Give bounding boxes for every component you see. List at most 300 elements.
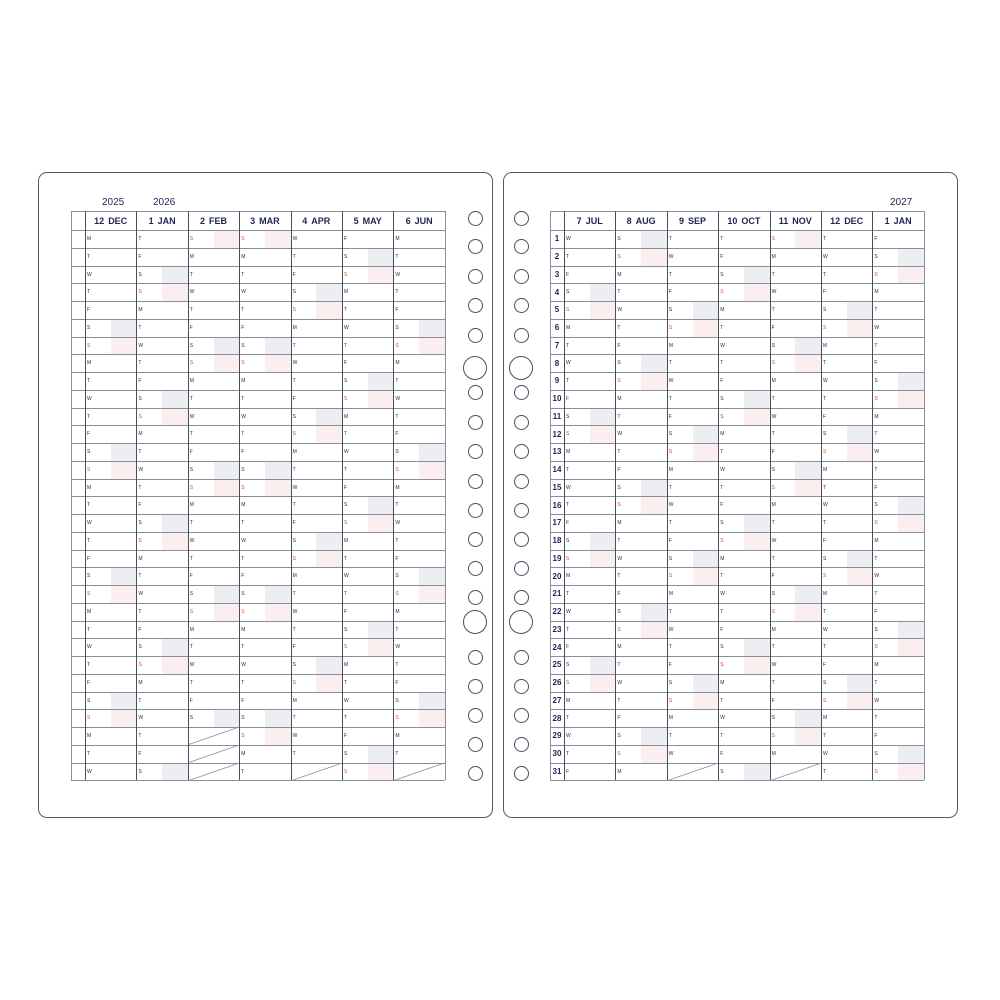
weekday-letter: T <box>138 697 142 704</box>
weekday-letter: S <box>617 236 621 242</box>
day-cell <box>898 266 924 284</box>
grid-row-line <box>550 319 924 320</box>
day-cell <box>368 496 394 514</box>
day-cell <box>188 638 239 656</box>
weekday-letter: S <box>720 644 724 651</box>
weekday-letter: T <box>189 520 193 526</box>
day-cell <box>744 390 770 408</box>
day-cell <box>188 656 239 674</box>
day-cell <box>744 514 770 532</box>
day-cell <box>342 337 393 355</box>
day-number: 8 <box>554 358 560 368</box>
day-cell <box>291 461 342 479</box>
weekday-letter: W <box>874 449 880 455</box>
weekday-letter: F <box>668 537 672 544</box>
weekday-letter: S <box>771 236 775 242</box>
weekday-letter: W <box>823 502 828 509</box>
weekday-letter: M <box>617 271 622 278</box>
day-cell <box>718 372 769 390</box>
day-cell <box>342 567 393 585</box>
day-cell <box>898 496 924 514</box>
day-cell <box>564 354 615 372</box>
day-cell <box>615 674 666 692</box>
day-cell <box>770 621 821 639</box>
binder-hole <box>514 298 529 313</box>
weekday-letter: S <box>720 537 724 544</box>
weekday-letter: T <box>617 697 621 704</box>
day-cell <box>718 745 769 763</box>
grid-row-line <box>550 656 924 657</box>
day-cell <box>291 585 342 603</box>
day-cell <box>291 496 342 514</box>
weekday-letter: T <box>668 608 672 615</box>
weekday-letter: S <box>874 378 878 384</box>
weekday-letter: F <box>617 342 621 349</box>
day-cell <box>564 479 615 497</box>
weekday-letter: F <box>668 289 672 296</box>
day-cell <box>615 692 666 710</box>
weekday-letter: T <box>566 715 570 722</box>
day-cell <box>136 248 187 266</box>
weekday-letter: T <box>395 626 399 633</box>
weekday-letter: W <box>138 342 144 349</box>
day-cell <box>239 301 290 319</box>
day-cell <box>393 638 444 656</box>
day-cell <box>162 390 188 408</box>
day-cell <box>265 461 291 479</box>
month-number: 8 <box>626 215 632 226</box>
weekday-letter: S <box>87 715 91 722</box>
weekday-letter: S <box>241 591 245 597</box>
weekday-letter: S <box>241 360 245 367</box>
weekday-letter: M <box>720 307 725 313</box>
weekday-letter: W <box>138 715 144 722</box>
day-cell <box>821 709 872 727</box>
grid-column-line <box>291 211 292 780</box>
weekday-letter: F <box>189 449 193 455</box>
weekday-letter: S <box>823 679 827 686</box>
day-cell <box>795 337 821 355</box>
weekday-letter: M <box>344 662 349 668</box>
weekday-letter: T <box>138 484 142 491</box>
weekday-letter: W <box>720 342 725 349</box>
day-cell <box>564 727 615 745</box>
weekday-letter: W <box>771 662 777 668</box>
weekday-letter: W <box>395 520 401 526</box>
weekday-letter: S <box>771 484 775 491</box>
weekday-letter: S <box>823 697 827 704</box>
day-cell <box>188 425 239 443</box>
weekday-letter: S <box>138 537 142 544</box>
day-cell <box>291 621 342 639</box>
day-cell <box>368 621 394 639</box>
weekday-letter: T <box>771 307 775 313</box>
weekday-letter: T <box>617 573 621 580</box>
weekday-letter: S <box>189 715 194 722</box>
day-cell <box>136 585 187 603</box>
day-cell <box>667 337 718 355</box>
month-header <box>770 211 821 230</box>
weekday-letter: T <box>823 360 827 367</box>
day-cell <box>188 390 239 408</box>
weekday-letter: S <box>874 253 878 260</box>
day-cell <box>821 496 872 514</box>
binder-hole <box>514 561 529 576</box>
day-cell <box>667 585 718 603</box>
day-cell <box>342 674 393 692</box>
weekday-letter: W <box>241 289 246 296</box>
day-cell <box>291 567 342 585</box>
day-cell <box>265 603 291 621</box>
weekday-letter: M <box>189 502 194 509</box>
weekday-letter: T <box>292 502 296 509</box>
grid-row-line <box>550 550 924 551</box>
weekday-letter: S <box>617 608 621 615</box>
day-cell <box>214 354 240 372</box>
weekday-letter: T <box>292 715 296 722</box>
day-cell <box>615 514 666 532</box>
binder-hole <box>468 474 483 489</box>
day-cell <box>291 745 342 763</box>
month-number: 1 <box>148 215 154 226</box>
grid-row-line <box>71 709 445 710</box>
weekday-letter: T <box>395 378 399 384</box>
day-number: 13 <box>552 447 562 457</box>
weekday-letter: S <box>344 644 348 651</box>
binder-hole <box>514 385 529 400</box>
binder-hole <box>468 385 483 400</box>
weekday-letter: S <box>138 768 142 775</box>
day-cell <box>770 496 821 514</box>
day-cell <box>214 585 240 603</box>
weekday-letter: T <box>241 395 245 402</box>
day-cell <box>188 496 239 514</box>
month-name: MAR <box>259 215 280 226</box>
day-cell <box>718 692 769 710</box>
day-cell <box>239 532 290 550</box>
day-cell <box>393 745 444 763</box>
day-cell <box>590 301 616 319</box>
day-cell <box>85 727 136 745</box>
weekday-letter: S <box>668 324 673 331</box>
day-cell <box>239 496 290 514</box>
weekday-letter: S <box>668 555 673 562</box>
day-number: 22 <box>552 607 562 617</box>
month-header <box>564 211 615 230</box>
binder-hole <box>514 737 529 752</box>
weekday-letter: T <box>566 378 570 384</box>
weekday-letter: T <box>566 253 570 260</box>
day-cell <box>342 230 393 248</box>
day-cell <box>770 425 821 443</box>
day-cell <box>393 425 444 443</box>
day-cell <box>291 230 342 248</box>
grid-row-line <box>550 674 924 675</box>
weekday-letter: T <box>87 502 91 509</box>
day-cell <box>393 514 444 532</box>
day-cell <box>641 603 667 621</box>
grid-row-line <box>71 532 445 533</box>
month-header <box>136 211 187 230</box>
weekday-letter: M <box>241 378 246 384</box>
day-cell <box>239 319 290 337</box>
weekday-letter: T <box>617 413 621 420</box>
day-cell <box>718 461 769 479</box>
day-cell <box>872 692 923 710</box>
grid-row-line <box>550 727 924 728</box>
day-number: 9 <box>554 376 560 386</box>
weekday-letter: M <box>189 626 194 633</box>
day-cell <box>898 745 924 763</box>
grid-column-line <box>342 211 343 780</box>
day-cell <box>693 425 719 443</box>
grid-row-line <box>550 621 924 622</box>
weekday-letter: T <box>720 360 724 367</box>
day-cell <box>872 567 923 585</box>
weekday-letter: T <box>720 608 724 615</box>
weekday-letter: F <box>874 733 878 739</box>
day-cell <box>718 550 769 568</box>
weekday-letter: F <box>823 413 827 420</box>
day-cell <box>239 745 290 763</box>
day-cell <box>564 461 615 479</box>
day-cell <box>718 674 769 692</box>
weekday-letter: S <box>138 413 142 420</box>
weekday-letter: F <box>189 573 193 580</box>
weekday-letter: T <box>617 289 621 296</box>
day-cell <box>872 656 923 674</box>
weekday-letter: S <box>344 253 348 260</box>
weekday-letter: S <box>617 360 621 367</box>
day-cell <box>316 301 342 319</box>
weekday-letter: T <box>823 236 827 242</box>
weekday-letter: W <box>138 466 144 473</box>
day-number: 28 <box>552 713 562 723</box>
day-number: 15 <box>552 482 562 492</box>
weekday-letter: T <box>566 466 570 473</box>
month-number: 5 <box>353 215 359 226</box>
day-cell <box>872 585 923 603</box>
grid-row-line <box>71 248 445 249</box>
weekday-letter: F <box>617 591 621 597</box>
grid-row-line <box>550 390 924 391</box>
day-cell <box>795 461 821 479</box>
weekday-letter: S <box>241 466 245 473</box>
weekday-letter: S <box>344 750 348 757</box>
weekday-letter: T <box>874 431 878 438</box>
day-cell <box>872 709 923 727</box>
grid-row-line <box>550 496 924 497</box>
day-cell <box>770 656 821 674</box>
weekday-letter: M <box>771 253 776 260</box>
weekday-letter: T <box>771 555 775 562</box>
weekday-letter: M <box>566 449 571 455</box>
grid-row-line <box>550 301 924 302</box>
weekday-letter: T <box>668 236 672 242</box>
unused-day-slash <box>667 763 718 781</box>
grid-row-line <box>550 692 924 693</box>
weekday-letter: S <box>720 662 724 668</box>
day-cell <box>744 763 770 781</box>
grid-row-line <box>71 443 445 444</box>
weekday-letter: T <box>823 733 827 739</box>
weekday-letter: T <box>344 591 348 597</box>
day-cell <box>590 532 616 550</box>
weekday-letter: T <box>395 750 399 757</box>
weekday-letter: S <box>771 733 775 739</box>
day-cell <box>393 479 444 497</box>
weekday-letter: S <box>189 236 194 242</box>
day-cell <box>821 727 872 745</box>
weekday-letter: S <box>566 289 570 296</box>
day-cell <box>342 408 393 426</box>
weekday-letter: W <box>189 662 195 668</box>
weekday-letter: S <box>344 378 348 384</box>
day-cell <box>368 266 394 284</box>
weekday-letter: M <box>668 342 673 349</box>
day-cell <box>744 283 770 301</box>
weekday-letter: S <box>344 520 348 526</box>
weekday-letter: M <box>617 395 622 402</box>
weekday-letter: W <box>566 733 571 739</box>
day-cell <box>265 337 291 355</box>
weekday-letter: M <box>874 289 879 296</box>
day-cell <box>136 603 187 621</box>
weekday-letter: M <box>344 413 349 420</box>
day-cell <box>85 496 136 514</box>
unused-day-slash <box>188 727 239 745</box>
weekday-letter: T <box>395 253 399 260</box>
weekday-letter: M <box>874 537 879 544</box>
weekday-letter: T <box>189 431 193 438</box>
day-number: 14 <box>552 465 562 475</box>
day-cell <box>136 425 187 443</box>
month-name: MAY <box>362 215 382 226</box>
weekday-letter: W <box>138 591 144 597</box>
day-cell <box>291 727 342 745</box>
day-cell <box>214 603 240 621</box>
day-cell <box>239 621 290 639</box>
year-label-first: 2025 <box>102 197 125 208</box>
grid-row-line <box>71 585 445 586</box>
day-cell <box>419 461 445 479</box>
day-cell <box>615 567 666 585</box>
weekday-letter: S <box>823 573 827 580</box>
weekday-letter: T <box>823 608 827 615</box>
day-cell <box>291 692 342 710</box>
day-number: 11 <box>552 411 562 421</box>
slash-line <box>291 763 342 781</box>
month-header <box>667 211 718 230</box>
weekday-letter: T <box>189 395 193 402</box>
day-cell <box>693 567 719 585</box>
grid-row-line <box>71 550 445 551</box>
weekday-letter: F <box>566 768 570 775</box>
day-cell <box>821 532 872 550</box>
day-cell <box>641 479 667 497</box>
weekday-letter: T <box>771 520 775 526</box>
weekday-letter: S <box>292 662 296 668</box>
weekday-letter: T <box>720 324 724 331</box>
weekday-letter: W <box>241 413 246 420</box>
day-cell <box>718 443 769 461</box>
grid-row-line <box>71 479 445 480</box>
weekday-letter: T <box>395 413 399 420</box>
binder-hole-large <box>463 610 487 634</box>
weekday-letter: S <box>138 395 142 402</box>
weekday-letter: F <box>138 750 142 757</box>
weekday-letter: T <box>823 395 827 402</box>
weekday-letter: T <box>189 555 193 562</box>
day-cell <box>419 319 445 337</box>
day-cell <box>564 603 615 621</box>
day-number: 20 <box>552 571 562 581</box>
weekday-letter: T <box>566 626 570 633</box>
binder-hole <box>468 328 483 343</box>
month-name: APR <box>311 215 331 226</box>
weekday-letter: W <box>87 644 92 651</box>
weekday-letter: F <box>344 733 348 739</box>
day-cell <box>718 301 769 319</box>
weekday-letter: F <box>874 608 878 615</box>
day-cell <box>693 674 719 692</box>
weekday-letter: S <box>617 378 621 384</box>
weekday-letter: F <box>395 307 399 313</box>
binder-hole <box>468 708 483 723</box>
weekday-letter: F <box>241 697 245 704</box>
grid-row-line <box>550 248 924 249</box>
weekday-letter: S <box>566 413 570 420</box>
day-number: 16 <box>552 500 562 510</box>
weekday-letter: F <box>823 662 827 668</box>
binder-hole <box>468 532 483 547</box>
day-cell <box>641 230 667 248</box>
day-cell <box>821 479 872 497</box>
weekday-letter: F <box>241 324 245 331</box>
day-cell <box>641 354 667 372</box>
day-number: 29 <box>552 731 562 741</box>
weekday-letter: F <box>720 750 724 757</box>
weekday-letter: F <box>566 395 570 402</box>
weekday-letter: S <box>823 324 827 331</box>
binder-hole <box>514 474 529 489</box>
weekday-letter: T <box>138 360 142 367</box>
weekday-letter: T <box>138 733 142 739</box>
weekday-letter: T <box>189 644 193 651</box>
weekday-letter: W <box>720 715 725 722</box>
slash-line <box>188 745 239 763</box>
day-cell <box>136 461 187 479</box>
unused-day-slash <box>770 763 821 781</box>
unused-day-slash <box>393 763 444 781</box>
month-name: DEC <box>844 215 864 226</box>
day-cell <box>770 390 821 408</box>
weekday-letter: S <box>771 360 775 367</box>
weekday-letter: T <box>395 662 399 668</box>
weekday-letter: S <box>189 360 194 367</box>
day-cell <box>770 567 821 585</box>
weekday-letter: W <box>241 662 246 668</box>
weekday-letter: F <box>138 253 142 260</box>
weekday-letter: S <box>566 555 570 562</box>
weekday-letter: M <box>823 591 828 597</box>
year-label-right: 2027 <box>890 197 913 208</box>
day-cell <box>667 230 718 248</box>
day-cell <box>85 266 136 284</box>
day-cell <box>847 692 873 710</box>
binder-hole-large <box>463 356 487 380</box>
day-cell <box>265 479 291 497</box>
